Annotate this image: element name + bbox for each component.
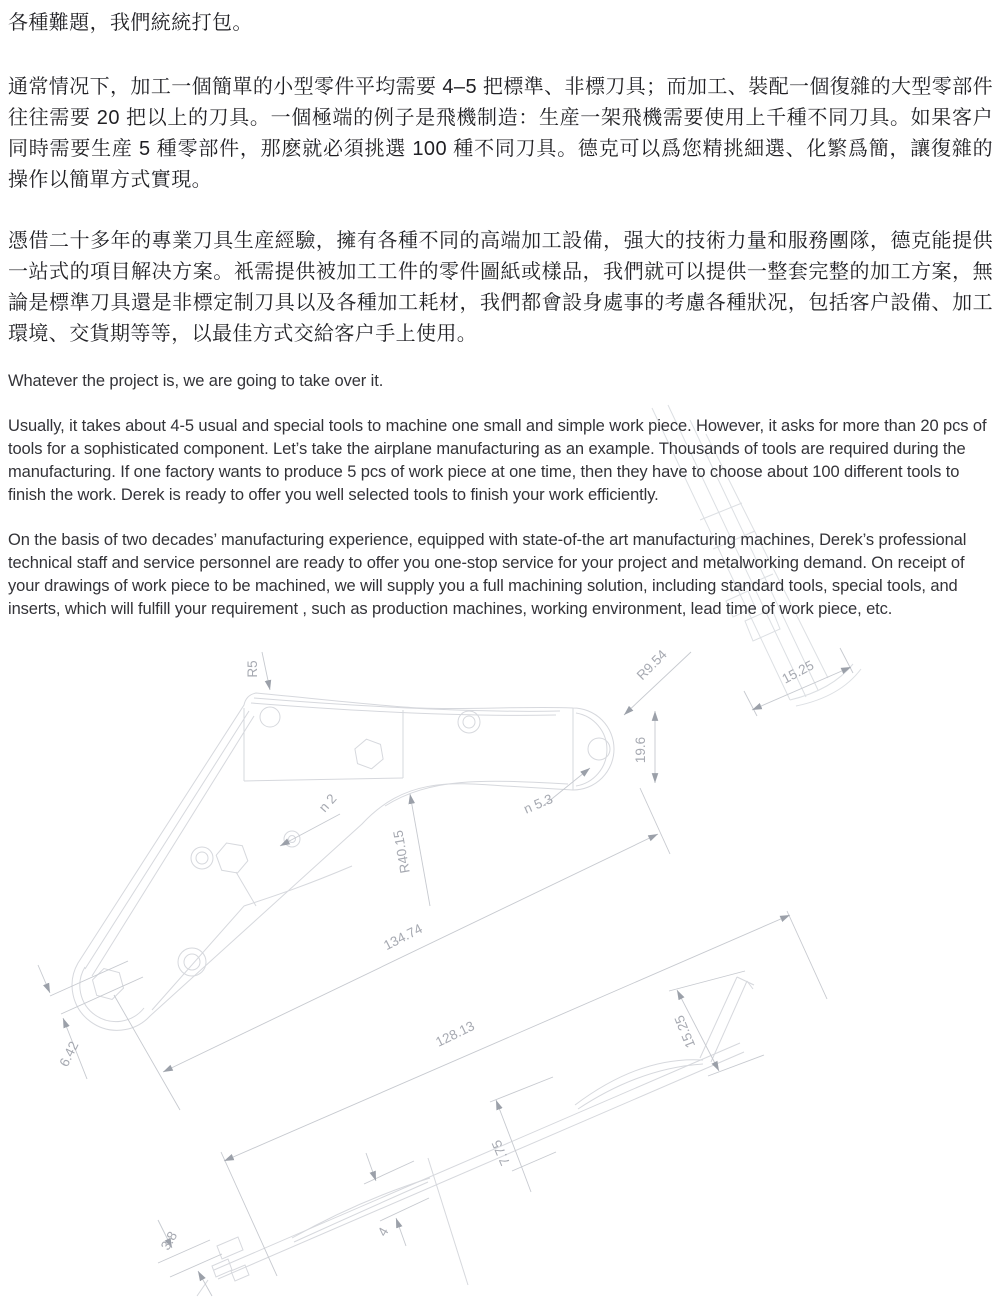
hex-hole [355, 739, 383, 769]
dim-label-r5: R5 [245, 660, 260, 678]
dim-label-1525-top: 15.25 [779, 657, 817, 687]
dim-label-1525-edge: 15.25 [671, 1013, 699, 1051]
dimension-labels [56, 646, 816, 1252]
dim-label-196: 19.6 [633, 736, 648, 764]
english-paragraph-2: On the basis of two decades’ manufacturing experience, equipped with state-of-the art manufacturing machines, Derek’s professional technical staff and service personnel are ready to offer you one-stop service for your project and metalworking demand. On receipt of your drawings of work piece to be machined, we will supply you a full machining solution, including standard tools, special tools, and inserts, which will fulfill your requirement , such as production machines, working environment, lead time of work piece, etc. [8, 531, 967, 618]
cjk-heading: 各種難題，我們統統打包。 [8, 12, 253, 34]
english-paragraph-1: Usually, it takes about 4-5 usual and special tools to machine one small and simple work piece. However, it asks for more than 20 pcs of tools for a sophisticated component. Let’s take the airplane manufacturing as an example. Thousands of tools are required during the manufacturing. If one factory wants to produce 5 pcs of work piece at one time, then they have to choose about 100 different tools to finish the work. Derek is ready to offer you well selected tools to finish your work efficiently. [8, 417, 987, 504]
dim-label-n2: n 2 [315, 790, 340, 815]
english-intro-line: Whatever the project is, we are going to take over it. [8, 372, 384, 390]
main-view [72, 693, 614, 1030]
hex-hole [216, 843, 248, 873]
dim-label-4: 4 [374, 1224, 392, 1239]
article-text [8, 6, 993, 621]
dim-label-r4015: R40.15 [390, 829, 413, 875]
dim-label-r954: R9.54 [633, 646, 670, 683]
dim-label-38: 3.8 [157, 1228, 181, 1253]
dim-label-13474: 134.74 [381, 920, 425, 954]
dim-label-775: 7.75 [488, 1137, 513, 1168]
dim-label-12813: 128.13 [433, 1018, 477, 1050]
dim-label-n53: n 5.3 [521, 791, 555, 817]
hex-hole [93, 969, 124, 1000]
cjk-paragraph-1: 通常情况下，加工一個簡單的小型零件平均需要 4–5 把標準、非標刀具；而加工、裝配一個復雜的大型零部件往往需要 20 把以上的刀具。一個極端的例子是飛機制造：生産一架飛機需要使用上千種不同刀具。如果客户同時需要生産 5 種零部件，那麽就必須挑選 100 種不同刀具。德克可以爲您精挑細選、化繁爲簡，讓復雜的操作以簡單方式實現。 [8, 76, 993, 191]
dim-label-642: 6.42 [56, 1038, 82, 1070]
cjk-paragraph-2: 憑借二十多年的專業刀具生産經驗，擁有各種不同的高端加工設備，强大的技術力量和服務團隊，德克能提供一站式的項目解决方案。衹需提供被加工工件的零件圖紙或樣品，我們就可以提供一整套完整的加工方案，無論是標準刀具還是非標定制刀具以及各種加工耗材，我們都會設身處事的考慮各種狀况，包括客户設備、加工環境、交貨期等等，以最佳方式交給客户手上使用。 [8, 230, 993, 345]
dimension-lines [38, 648, 853, 1296]
